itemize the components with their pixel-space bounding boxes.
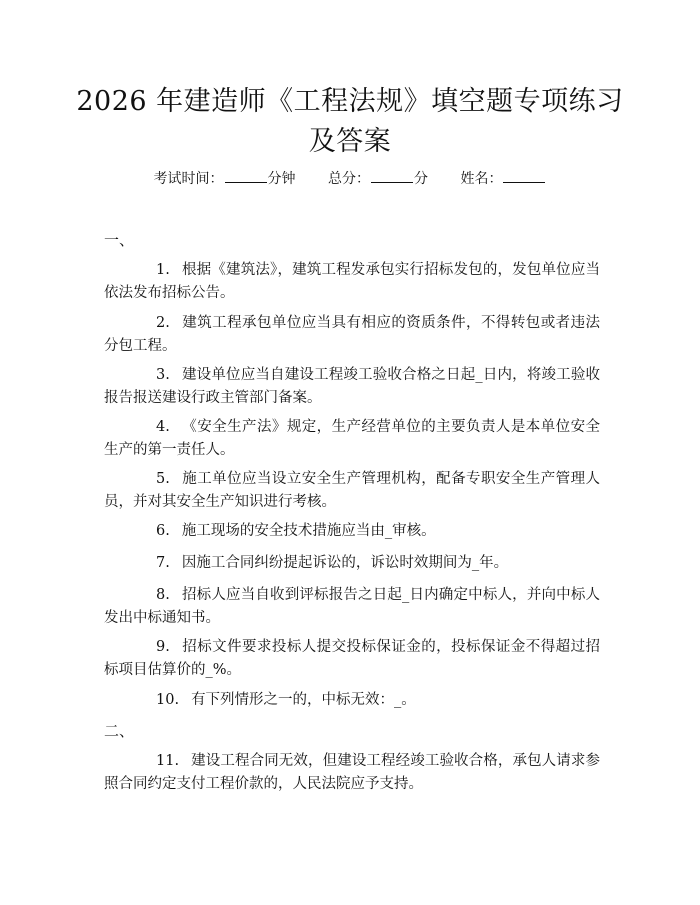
question-text: 建设单位应当自建设工程竣工验收合格之日起_日内，将竣工验收报告报送建设行政主管部门备案。: [104, 367, 600, 406]
question-text: 因施工合同纠纷提起诉讼的，诉讼时效期间为_年。: [181, 555, 509, 571]
question-number: 1.: [156, 262, 170, 278]
question-number: 5.: [156, 471, 170, 487]
question-item: [104, 416, 600, 462]
name-blank: [503, 168, 545, 183]
question-number: 6.: [156, 523, 170, 539]
question-item: [104, 364, 600, 410]
question-item: [104, 259, 600, 305]
question-number: 2.: [156, 315, 170, 331]
name-field: [460, 168, 546, 189]
question-number: 4.: [156, 419, 170, 435]
question-text: 施工现场的安全技术措施应当由_审核。: [181, 523, 436, 539]
question-number: 11.: [156, 753, 180, 769]
question-text: 根据《建筑法》，建筑工程发承包实行招标发包的，发包单位应当依法发布招标公告。: [104, 262, 600, 301]
total-score-field: [328, 168, 428, 189]
question-text: 建筑工程承包单位应当具有相应的资质条件，不得转包或者违法分包工程。: [104, 315, 600, 354]
question-item: [104, 552, 600, 575]
question-text: 有下列情形之一的，中标无效：_。: [191, 692, 416, 708]
question-item: [104, 689, 600, 712]
question-item: [104, 312, 600, 358]
question-text: 招标人应当自收到评标报告之日起_日内确定中标人，并向中标人发出中标通知书。: [104, 587, 600, 626]
question-item: [104, 520, 600, 543]
document-title: 2026 年建造师《工程法规》填空题专项练习及答案: [76, 86, 624, 157]
question-number: 9.: [156, 639, 170, 655]
exam-time-blank: [225, 168, 267, 183]
question-text: 建设工程合同无效，但建设工程经竣工验收合格，承包人请求参照合同约定支付工程价款的，人民法院应予支持。: [104, 753, 600, 792]
question-number: 7.: [156, 555, 170, 571]
question-number: 8.: [156, 587, 170, 603]
total-score-label: 总分：: [328, 171, 370, 187]
name-label: 姓名：: [460, 171, 503, 187]
total-score-unit: 分: [414, 171, 428, 187]
question-text: 施工单位应当设立安全生产管理机构，配备专职安全生产管理人员，并对其安全生产知识进行考核。: [104, 471, 600, 510]
section-heading: 二、: [104, 722, 135, 740]
exam-time-label: 考试时间：: [153, 171, 224, 187]
exam-time-field: [154, 168, 296, 189]
total-score-blank: [371, 168, 413, 183]
exam-info-line: [0, 168, 700, 189]
question-text: 招标文件要求投标人提交投标保证金的，投标保证金不得超过招标项目估算价的_%。: [104, 639, 600, 678]
question-number: 3.: [156, 367, 170, 383]
question-item: [104, 468, 600, 514]
exam-time-unit: 分钟: [267, 171, 296, 187]
question-text: 《安全生产法》规定，生产经营单位的主要负责人是本单位安全生产的第一责任人。: [104, 419, 600, 458]
question-item: [104, 750, 600, 796]
question-item: [104, 584, 600, 630]
question-item: [104, 636, 600, 682]
section-heading: 一、: [104, 231, 135, 249]
question-number: 10.: [156, 692, 180, 708]
